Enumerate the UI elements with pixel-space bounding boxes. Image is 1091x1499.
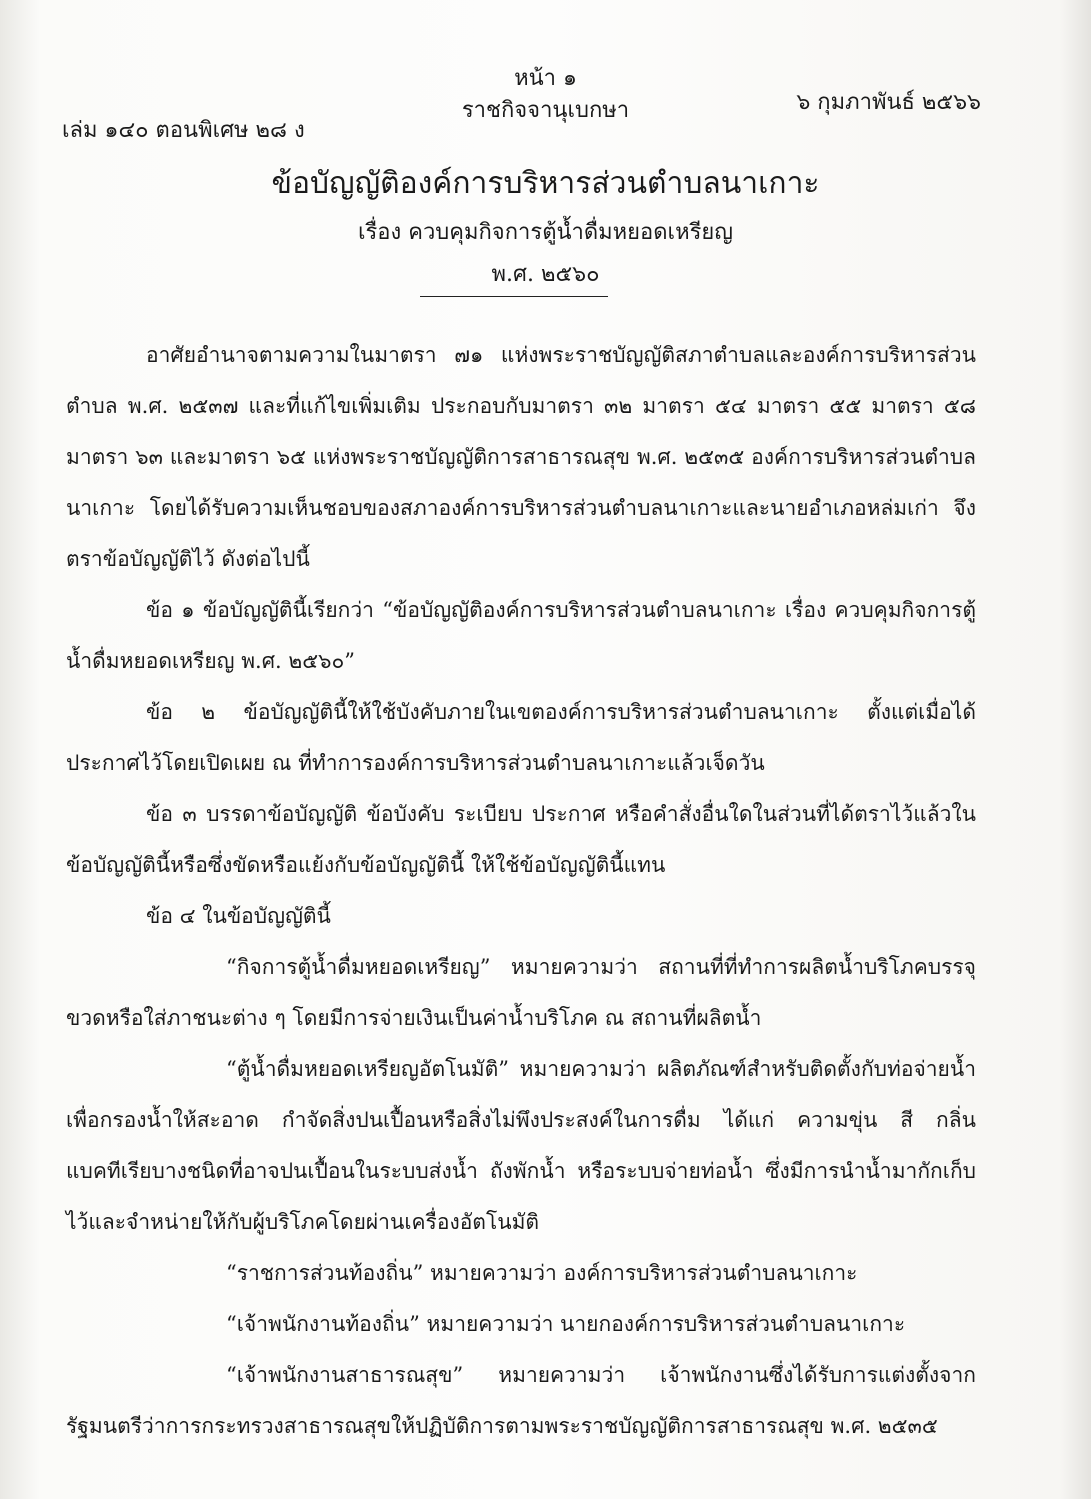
definition-public-health-official: “เจ้าพนักงานสาธารณสุข” หมายความว่า เจ้าพนักงานซึ่งได้รับการแต่งตั้งจากรัฐมนตรีว่าการกระทรวงสาธารณสุขให้ปฏิบัติการตามพระราชบัญญัติการสาธารณสุข พ.ศ. ๒๕๓๕ <box>66 1363 976 1438</box>
document-title: ข้อบัญญัติองค์การบริหารส่วนตำบลนาเกาะ <box>271 166 820 201</box>
gazette-name: ราชกิจจานุเบกษา <box>461 98 630 123</box>
document-body <box>66 330 976 1452</box>
publication-date: ๖ กุมภาพันธ์ ๒๕๖๖ <box>796 90 981 115</box>
preamble-paragraph: อาศัยอำนาจตามความในมาตรา ๗๑ แห่งพระราชบัญญัติสภาตำบลและองค์การบริหารส่วนตำบล พ.ศ. ๒๕๓๗ และที่แก้ไขเพิ่มเติม ประกอบกับมาตรา ๓๒ มาตรา ๕๔ มาตรา ๕๕ มาตรา ๕๘ มาตรา ๖๓ และมาตรา ๖๕ แห่งพระราชบัญญัติการสาธารณสุข พ.ศ. ๒๕๓๕ องค์การบริหารส่วนตำบลนาเกาะ โดยได้รับความเห็นชอบของสภาองค์การบริหารส่วนตำบลนาเกาะและนายอำเภอหล่มเก่า จึงตราข้อบัญญัติไว้ ดังต่อไปนี้ <box>66 343 976 571</box>
volume-info: เล่ม ๑๔๐ ตอนพิเศษ ๒๘ ง <box>62 118 305 143</box>
definition-automatic-vending-machine: “ตู้น้ำดื่มหยอดเหรียญอัตโนมัติ” หมายความว่า ผลิตภัณฑ์สำหรับติดตั้งกับท่อจ่ายน้ำเพื่อกรองน้ำให้สะอาด กำจัดสิ่งปนเปื้อนหรือสิ่งไม่พึงประสงค์ในการดื่ม ได้แก่ ความขุ่น สี กลิ่น แบคทีเรียบางชนิดที่อาจปนเปื้อนในระบบส่งน้ำ ถังพักน้ำ หรือระบบจ่ายท่อน้ำ ซึ่งมีการนำน้ำมากักเก็บไว้และจำหน่ายให้กับผู้บริโภคโดยผ่านเครื่องอัตโนมัติ <box>66 1057 976 1234</box>
clause-2: ข้อ ๒ ข้อบัญญัตินี้ให้ใช้บังคับภายในเขตองค์การบริหารส่วนตำบลนาเกาะ ตั้งแต่เมื่อได้ประกาศไว้โดยเปิดเผย ณ ที่ทำการองค์การบริหารส่วนตำบลนาเกาะแล้วเจ็ดวัน <box>66 700 976 775</box>
title-divider <box>420 296 608 297</box>
page-number: หน้า ๑ <box>514 66 577 91</box>
clause-4: ข้อ ๔ ในข้อบัญญัตินี้ <box>146 904 331 928</box>
definition-local-official: “เจ้าพนักงานท้องถิ่น” หมายความว่า นายกองค์การบริหารส่วนตำบลนาเกาะ <box>226 1312 906 1336</box>
clause-1: ข้อ ๑ ข้อบัญญัตินี้เรียกว่า “ข้อบัญญัติองค์การบริหารส่วนตำบลนาเกาะ เรื่อง ควบคุมกิจการตู้น้ำดื่มหยอดเหรียญ พ.ศ. ๒๕๖๐” <box>66 598 976 673</box>
definition-coin-water-business: “กิจการตู้น้ำดื่มหยอดเหรียญ” หมายความว่า สถานที่ที่ทำการผลิตน้ำบริโภคบรรจุขวดหรือใส่ภาชนะต่าง ๆ โดยมีการจ่ายเงินเป็นค่าน้ำบริโภค ณ สถานที่ผลิตน้ำ <box>66 955 976 1030</box>
document-year: พ.ศ. ๒๕๖๐ <box>491 262 600 287</box>
definition-local-government: “ราชการส่วนท้องถิ่น” หมายความว่า องค์การบริหารส่วนตำบลนาเกาะ <box>226 1261 858 1285</box>
document-subject: เรื่อง ควบคุมกิจการตู้น้ำดื่มหยอดเหรียญ <box>357 220 734 245</box>
clause-3: ข้อ ๓ บรรดาข้อบัญญัติ ข้อบังคับ ระเบียบ ประกาศ หรือคำสั่งอื่นใดในส่วนที่ได้ตราไว้แล้วในข้อบัญญัตินี้หรือซึ่งขัดหรือแย้งกับข้อบัญญัตินี้ ให้ใช้ข้อบัญญัตินี้แทน <box>66 802 976 877</box>
